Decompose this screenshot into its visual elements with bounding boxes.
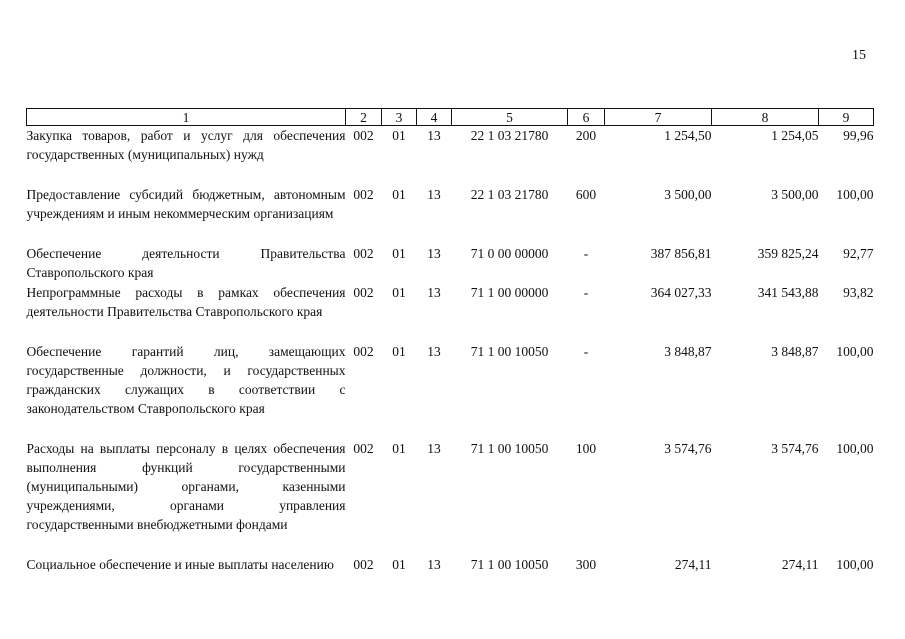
subsection-code: 13 <box>427 186 441 202</box>
table-row <box>27 126 874 185</box>
target-article-code: 71 0 00 00000 <box>470 245 549 261</box>
page-number: 15 <box>852 48 866 63</box>
actual-amount: 274,11 <box>781 556 819 572</box>
section-code: 01 <box>392 343 406 359</box>
column-number: 1 <box>27 109 346 126</box>
table-row <box>27 283 874 342</box>
plan-amount: 3 574,76 <box>664 440 712 456</box>
subsection-code: 13 <box>427 556 441 572</box>
budget-table <box>26 108 874 594</box>
expense-type-code: - <box>583 284 589 300</box>
grbs-code: 002 <box>353 186 374 202</box>
column-number: 5 <box>452 109 568 126</box>
target-article-code: 71 1 00 10050 <box>470 343 549 359</box>
grbs-code: 002 <box>353 556 374 572</box>
target-article-code: 71 1 00 00000 <box>470 284 549 300</box>
table-row <box>27 342 874 439</box>
column-number: 6 <box>568 109 605 126</box>
column-number: 7 <box>605 109 712 126</box>
column-number: 2 <box>346 109 382 126</box>
subsection-code: 13 <box>427 284 441 300</box>
actual-amount: 3 574,76 <box>771 440 819 456</box>
expense-type-code: 100 <box>575 440 597 456</box>
subsection-code: 13 <box>427 440 441 456</box>
plan-amount: 364 027,33 <box>650 284 712 300</box>
table-row <box>27 555 874 594</box>
target-article-code: 71 1 00 10050 <box>470 440 549 456</box>
grbs-code: 002 <box>353 343 374 359</box>
expense-name: Социальное обеспечение и иные выплаты населению <box>26 556 334 572</box>
expense-name: Непрограммные расходы в рамках обеспечения деятельности Правительства Ставропольского края <box>26 284 346 319</box>
target-article-code: 71 1 00 10050 <box>470 556 549 572</box>
expense-name: Обеспечение деятельности Правительства Ставропольского края <box>26 245 346 280</box>
table-row <box>27 439 874 555</box>
execution-percent: 100,00 <box>836 186 874 202</box>
subsection-code: 13 <box>427 128 441 143</box>
actual-amount: 3 500,00 <box>771 186 819 202</box>
plan-amount: 1 254,50 <box>664 128 712 143</box>
column-number-row <box>27 109 874 126</box>
grbs-code: 002 <box>353 128 374 143</box>
grbs-code: 002 <box>353 440 374 456</box>
execution-percent: 99,96 <box>843 128 874 143</box>
expense-name: Закупка товаров, работ и услуг для обеспечения государственных (муниципальных) нужд <box>26 128 346 162</box>
grbs-code: 002 <box>353 245 374 261</box>
expense-type-code: 600 <box>575 186 597 202</box>
target-article-code: 22 1 03 21780 <box>470 128 549 143</box>
subsection-code: 13 <box>427 343 441 359</box>
table-row <box>27 244 874 283</box>
table-row <box>27 185 874 244</box>
plan-amount: 274,11 <box>674 556 712 572</box>
actual-amount: 3 848,87 <box>771 343 819 359</box>
section-code: 01 <box>392 440 406 456</box>
expense-name: Предоставление субсидий бюджетным, автономным учреждениям и иным некоммерческим организациям <box>26 186 346 221</box>
expense-type-code: 300 <box>575 556 597 572</box>
column-number: 4 <box>417 109 452 126</box>
actual-amount: 1 254,05 <box>771 128 819 143</box>
grbs-code: 002 <box>353 284 374 300</box>
plan-amount: 3 848,87 <box>664 343 712 359</box>
section-code: 01 <box>392 245 406 261</box>
subsection-code: 13 <box>427 245 441 261</box>
section-code: 01 <box>392 128 406 143</box>
execution-percent: 93,82 <box>843 284 874 300</box>
expense-type-code: - <box>583 343 589 359</box>
execution-percent: 100,00 <box>836 440 874 456</box>
plan-amount: 3 500,00 <box>664 186 712 202</box>
column-number: 9 <box>819 109 874 126</box>
expense-type-code: 200 <box>575 128 597 143</box>
column-number: 8 <box>712 109 819 126</box>
section-code: 01 <box>392 186 406 202</box>
actual-amount: 359 825,24 <box>757 245 819 261</box>
expense-name: Обеспечение гарантий лиц, замещающих государственные должности, и государственных гражданских служащих в соответствии с законодательством Ставропольского края <box>26 343 346 416</box>
expense-name: Расходы на выплаты персоналу в целях обеспечения выполнения функций государственными (муниципальными) органами, казенными учреждениями, органами управления государственными внебюджетными фондами <box>26 440 346 532</box>
column-number: 3 <box>382 109 417 126</box>
execution-percent: 92,77 <box>843 245 874 261</box>
actual-amount: 341 543,88 <box>757 284 819 300</box>
plan-amount: 387 856,81 <box>650 245 712 261</box>
execution-percent: 100,00 <box>836 556 874 572</box>
section-code: 01 <box>392 284 406 300</box>
execution-percent: 100,00 <box>836 343 874 359</box>
expense-type-code: - <box>583 245 589 261</box>
section-code: 01 <box>392 556 406 572</box>
target-article-code: 22 1 03 21780 <box>470 186 549 202</box>
